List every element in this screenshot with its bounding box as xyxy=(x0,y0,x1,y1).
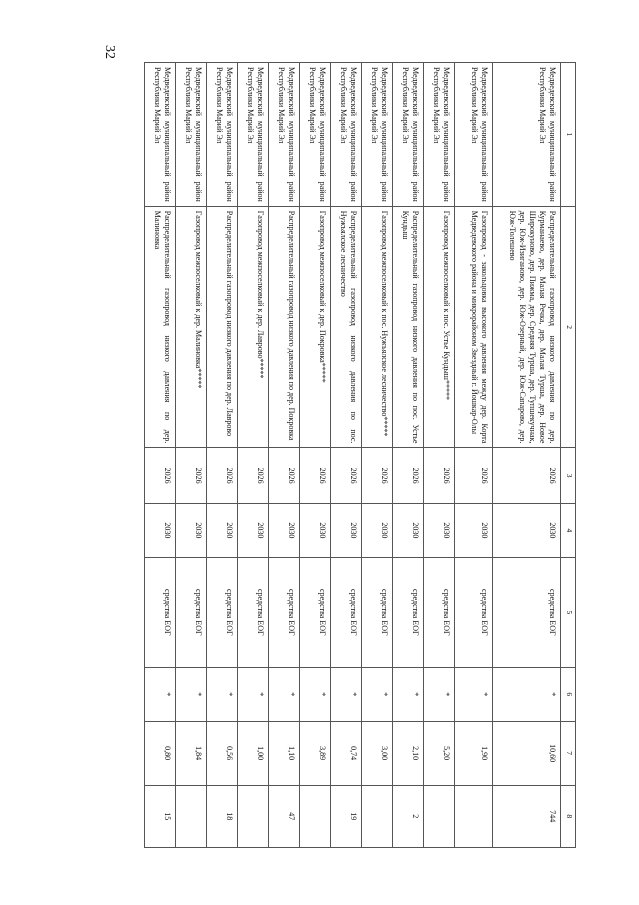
object-name-cell: Распределительный газопровод низкого давления по дер. Малиновка xyxy=(145,206,176,448)
table-row xyxy=(331,63,362,848)
start-year-cell: 2026 xyxy=(393,448,424,503)
start-year-cell: 2026 xyxy=(331,448,362,503)
end-year-cell: 2030 xyxy=(455,503,493,557)
object-name-cell: Газопровод межпоселковый к дер. Лаврово***** xyxy=(238,206,269,448)
end-year-cell: 2030 xyxy=(207,503,238,557)
mark-cell: * xyxy=(300,667,331,721)
funding-source-cell: средства ЕОГ xyxy=(207,558,238,668)
table-row xyxy=(145,63,176,848)
table-row xyxy=(300,63,331,848)
length-cell: 3,89 xyxy=(300,721,331,785)
start-year-cell: 2026 xyxy=(455,448,493,503)
table-row xyxy=(455,63,493,848)
district-cell: Медведевский муниципальный район Республики Марий Эл xyxy=(176,63,207,207)
object-name-cell: Распределительный газопровод низкого давления по дер. Лаврово xyxy=(207,206,238,448)
table-row xyxy=(393,63,424,848)
table-row xyxy=(362,63,393,848)
start-year-cell: 2026 xyxy=(362,448,393,503)
table-row xyxy=(207,63,238,848)
mark-cell: * xyxy=(207,667,238,721)
length-cell: 1,84 xyxy=(176,721,207,785)
length-cell: 1,90 xyxy=(455,721,493,785)
district-cell: Медведевский муниципальный район Республики Марий Эл xyxy=(493,63,561,207)
funding-source-cell: средства ЕОГ xyxy=(300,558,331,668)
funding-source-cell: средства ЕОГ xyxy=(393,558,424,668)
households-cell: 18 xyxy=(207,785,238,848)
table-body xyxy=(145,63,561,848)
funding-source-cell: средства ЕОГ xyxy=(455,558,493,668)
mark-cell: * xyxy=(455,667,493,721)
object-name-cell: Газопровод межпоселковый к пос. Нужъялское лесничество***** xyxy=(362,206,393,448)
column-header: 4 xyxy=(561,503,576,557)
households-cell xyxy=(424,785,455,848)
length-cell: 1,00 xyxy=(238,721,269,785)
object-name-cell: Газопровод - закольцовка высокого давления между дер. Корта Медведевского района и микрорайоном Звездный г. Йошкар-Олы xyxy=(455,206,493,448)
table-row xyxy=(493,63,561,848)
funding-source-cell: средства ЕОГ xyxy=(493,558,561,668)
table-row xyxy=(424,63,455,848)
table-row xyxy=(269,63,300,848)
mark-cell: * xyxy=(424,667,455,721)
district-cell: Медведевский муниципальный район Республики Марий Эл xyxy=(207,63,238,207)
end-year-cell: 2030 xyxy=(176,503,207,557)
mark-cell: * xyxy=(493,667,561,721)
length-cell: 0,80 xyxy=(145,721,176,785)
funding-source-cell: средства ЕОГ xyxy=(269,558,300,668)
households-cell: 744 xyxy=(493,785,561,848)
table-row xyxy=(176,63,207,848)
gas-pipeline-table xyxy=(144,62,576,848)
object-name-cell: Распределительный газопровод низкого давления по пос. Нужъялское лесничество xyxy=(331,206,362,448)
object-name-cell: Распределительный газопровод низкого давления по дер. Курманаево, дер. Малая Речка, дер. Малая Турша, дер. Новое Широкуново, дер. Пижма, дер. Средняя Турша, дер. Тупшекучнак, дер. Юж-Изиганово, дер. Юж-Озерный, дер. Юж-Сапарово, дер. Юж-Толешево xyxy=(493,206,561,448)
mark-cell: * xyxy=(145,667,176,721)
start-year-cell: 2026 xyxy=(269,448,300,503)
end-year-cell: 2030 xyxy=(424,503,455,557)
district-cell: Медведевский муниципальный район Республики Марий Эл xyxy=(362,63,393,207)
end-year-cell: 2030 xyxy=(493,503,561,557)
district-cell: Медведевский муниципальный район Республики Марий Эл xyxy=(145,63,176,207)
column-header: 7 xyxy=(561,721,576,785)
end-year-cell: 2030 xyxy=(362,503,393,557)
households-cell xyxy=(362,785,393,848)
header-row xyxy=(561,63,576,848)
households-cell xyxy=(176,785,207,848)
start-year-cell: 2026 xyxy=(300,448,331,503)
mark-cell: * xyxy=(238,667,269,721)
mark-cell: * xyxy=(176,667,207,721)
length-cell: 10,60 xyxy=(493,721,561,785)
length-cell: 1,10 xyxy=(269,721,300,785)
start-year-cell: 2026 xyxy=(238,448,269,503)
end-year-cell: 2030 xyxy=(269,503,300,557)
start-year-cell: 2026 xyxy=(176,448,207,503)
households-cell: 15 xyxy=(145,785,176,848)
households-cell xyxy=(300,785,331,848)
funding-source-cell: средства ЕОГ xyxy=(424,558,455,668)
column-header: 8 xyxy=(561,785,576,848)
end-year-cell: 2030 xyxy=(145,503,176,557)
object-name-cell: Газопровод межпоселковый к дер. Малиновка***** xyxy=(176,206,207,448)
column-header: 1 xyxy=(561,63,576,207)
mark-cell: * xyxy=(269,667,300,721)
end-year-cell: 2030 xyxy=(238,503,269,557)
funding-source-cell: средства ЕОГ xyxy=(238,558,269,668)
district-cell: Медведевский муниципальный район Республики Марий Эл xyxy=(300,63,331,207)
length-cell: 2,10 xyxy=(393,721,424,785)
object-name-cell: Распределительный газопровод низкого давления по пос. Устье Кундыш xyxy=(393,206,424,448)
object-name-cell: Распределительный газопровод низкого давления по дер. Покровка xyxy=(269,206,300,448)
start-year-cell: 2026 xyxy=(145,448,176,503)
households-cell: 2 xyxy=(393,785,424,848)
rotated-table-wrapper xyxy=(121,62,576,848)
column-header: 5 xyxy=(561,558,576,668)
column-header: 2 xyxy=(561,206,576,448)
district-cell: Медведевский муниципальный район Республики Марий Эл xyxy=(238,63,269,207)
funding-source-cell: средства ЕОГ xyxy=(331,558,362,668)
table-row xyxy=(238,63,269,848)
funding-source-cell: средства ЕОГ xyxy=(176,558,207,668)
page-number: 32 xyxy=(102,45,117,59)
column-header: 6 xyxy=(561,667,576,721)
funding-source-cell: средства ЕОГ xyxy=(145,558,176,668)
column-header: 3 xyxy=(561,448,576,503)
length-cell: 5,20 xyxy=(424,721,455,785)
mark-cell: * xyxy=(331,667,362,721)
object-name-cell: Газопровод межпоселковый к дер. Покровка***** xyxy=(300,206,331,448)
mark-cell: * xyxy=(362,667,393,721)
end-year-cell: 2030 xyxy=(300,503,331,557)
start-year-cell: 2026 xyxy=(493,448,561,503)
district-cell: Медведевский муниципальный район Республики Марий Эл xyxy=(393,63,424,207)
end-year-cell: 2030 xyxy=(331,503,362,557)
funding-source-cell: средства ЕОГ xyxy=(362,558,393,668)
households-cell xyxy=(455,785,493,848)
start-year-cell: 2026 xyxy=(424,448,455,503)
start-year-cell: 2026 xyxy=(207,448,238,503)
object-name-cell: Газопровод межпоселковый к пос. Устье Кундыш***** xyxy=(424,206,455,448)
length-cell: 0,74 xyxy=(331,721,362,785)
district-cell: Медведевский муниципальный район Республики Марий Эл xyxy=(424,63,455,207)
length-cell: 3,00 xyxy=(362,721,393,785)
households-cell xyxy=(238,785,269,848)
length-cell: 0,56 xyxy=(207,721,238,785)
district-cell: Медведевский муниципальный район Республики Марий Эл xyxy=(269,63,300,207)
district-cell: Медведевский муниципальный район Республики Марий Эл xyxy=(455,63,493,207)
households-cell: 47 xyxy=(269,785,300,848)
households-cell: 19 xyxy=(331,785,362,848)
mark-cell: * xyxy=(393,667,424,721)
end-year-cell: 2030 xyxy=(393,503,424,557)
district-cell: Медведевский муниципальный район Республики Марий Эл xyxy=(331,63,362,207)
